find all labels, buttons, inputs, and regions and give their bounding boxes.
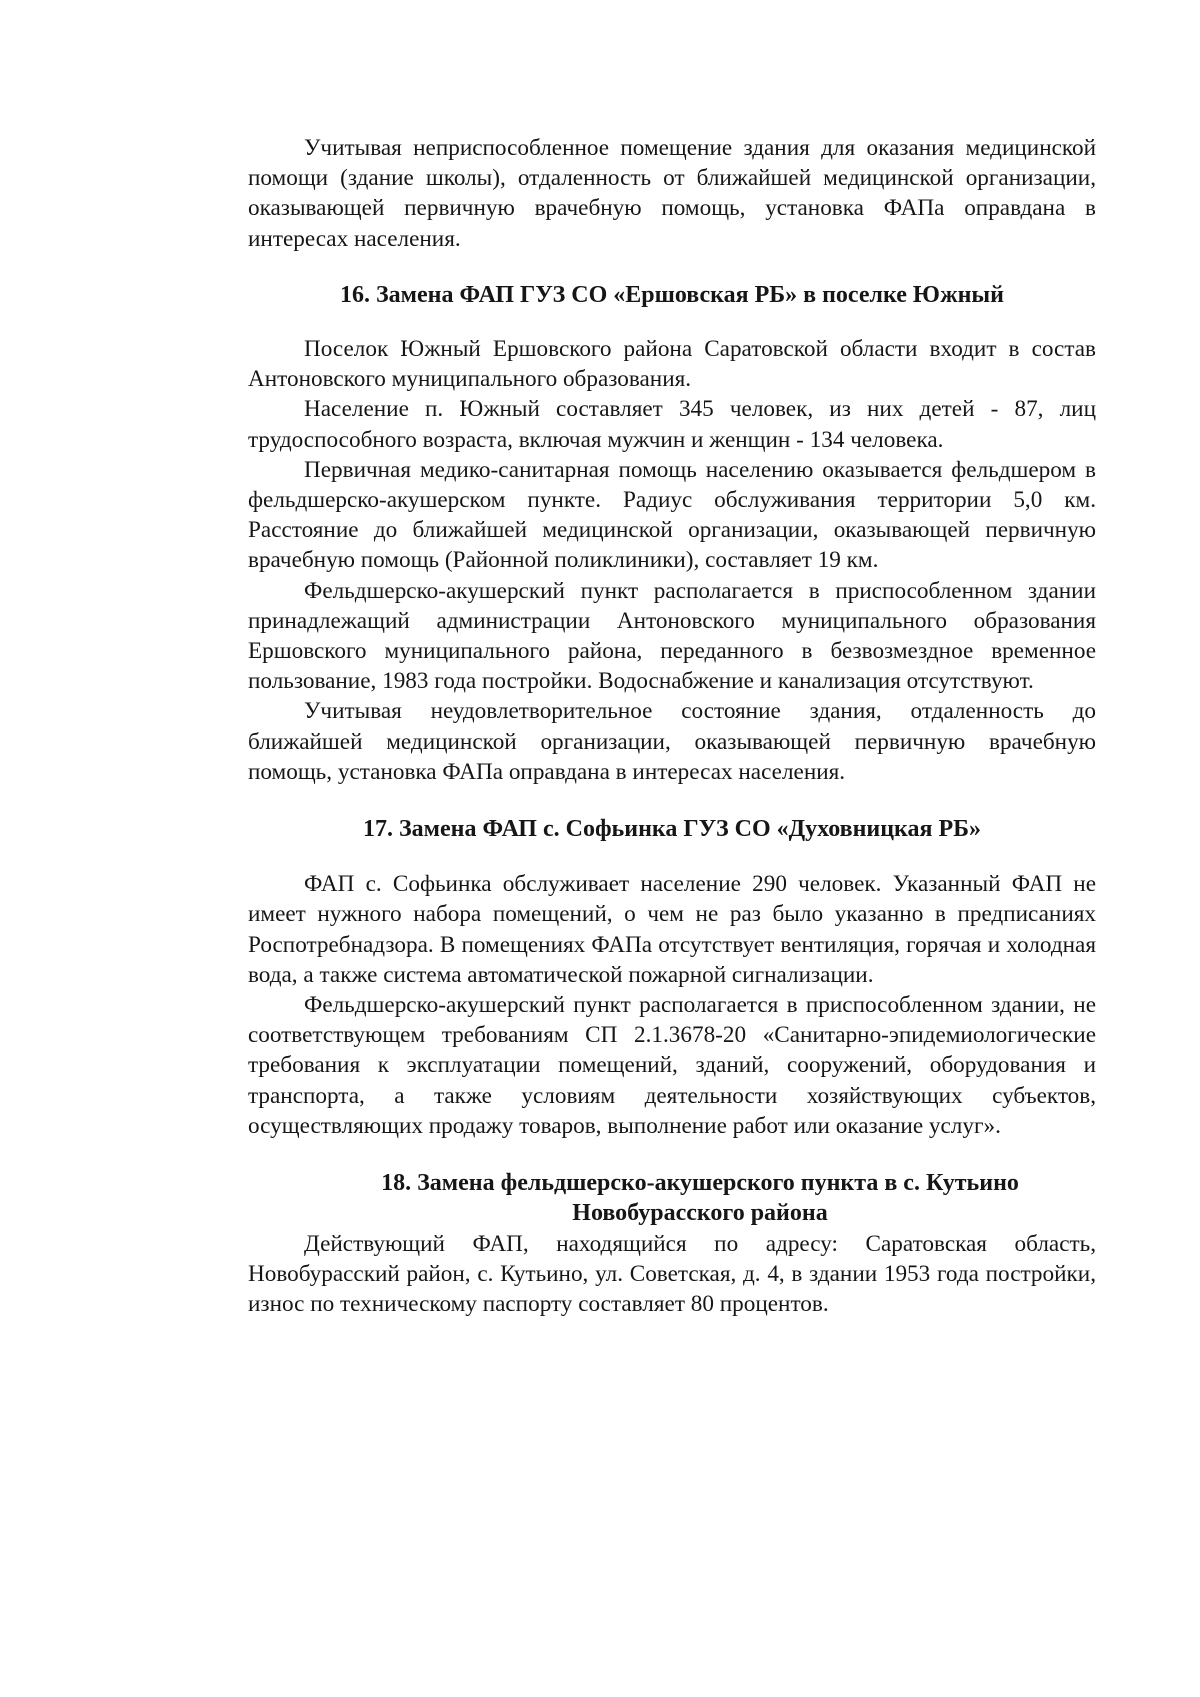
section-18-heading-line-2: Новобурасского района <box>572 1200 828 1227</box>
section-17-paragraph-1: ФАП с. Софьинка обслуживает население 290 человек. Указанный ФАП не имеет нужного набора помещений, о чем не раз было указанно в предписаниях Роспотребнадзора. В помещениях ФАПа отсутствует вентиляция, горячая и холодная вода, а также система автоматической пожарной сигнализации. <box>248 871 1096 988</box>
section-17-paragraph-2: Фельдшерско-акушерский пункт располагается в приспособленном здании, не соответствующем требованиям СП 2.1.3678-20 «Санитарно-эпидемиологические требования к эксплуатации помещений, зданий, сооружений, оборудования и транспорта, а также условиям деятельности хозяйствующих субъектов, осуществляющих продажу товаров, выполнение работ или оказание услуг». <box>248 992 1096 1139</box>
intro-paragraph: Учитывая неприспособленное помещение здания для оказания медицинской помощи (здание школы), отдаленность от ближайшей медицинской организации, оказывающей первичную врачебную помощь, установка ФАПа оправдана в интересах населения. <box>248 135 1096 252</box>
section-16-paragraph-4: Фельдшерско-акушерский пункт располагается в приспособленном здании принадлежащий администрации Антоновского муниципального образования Ершовского муниципального района, переданного в безвозмездное временное пользование, 1983 года постройки. Водоснабжение и канализация отсутствуют. <box>248 577 1096 695</box>
section-18-paragraph-1: Действующий ФАП, находящийся по адресу: Саратовская область, Новобурасский район, с. Кутьино, ул. Советская, д. 4, в здании 1953 года постройки, износ по техническому паспорту составляет 80 процентов. <box>248 1230 1096 1317</box>
section-18-heading <box>248 1168 1096 1228</box>
section-16-paragraph-2: Население п. Южный составляет 345 человек, из них детей - 87, лиц трудоспособного возраста, включая мужчин и женщин - 134 человека. <box>248 396 1096 453</box>
section-18-heading-line-1: 18. Замена фельдшерско-акушерского пункта в с. Кутьино <box>381 1170 1019 1197</box>
section-16-heading: 16. Замена ФАП ГУЗ СО «Ершовская РБ» в поселке Южный <box>340 281 1004 308</box>
section-16-paragraph-5: Учитывая неудовлетворительное состояние здания, отдаленность до ближайшей медицинской организации, оказывающей первичную врачебную помощь, установка ФАПа оправдана в интересах населения. <box>248 698 1096 785</box>
document-body <box>248 133 1096 1319</box>
section-17-heading: 17. Замена ФАП с. Софьинка ГУЗ СО «Духовницкая РБ» <box>362 816 982 843</box>
section-16-paragraph-1: Поселок Южный Ершовского района Саратовской области входит в состав Антоновского муниципального образования. <box>248 336 1096 393</box>
section-16-paragraph-3: Первичная медико-санитарная помощь населению оказывается фельдшером в фельдшерско-акушерском пункте. Радиус обслуживания территории 5,0 км. Расстояние до ближайшей медицинской организации, оказывающей первичную врачебную помощь (Районной поликлиники), составляет 19 км. <box>248 456 1096 574</box>
